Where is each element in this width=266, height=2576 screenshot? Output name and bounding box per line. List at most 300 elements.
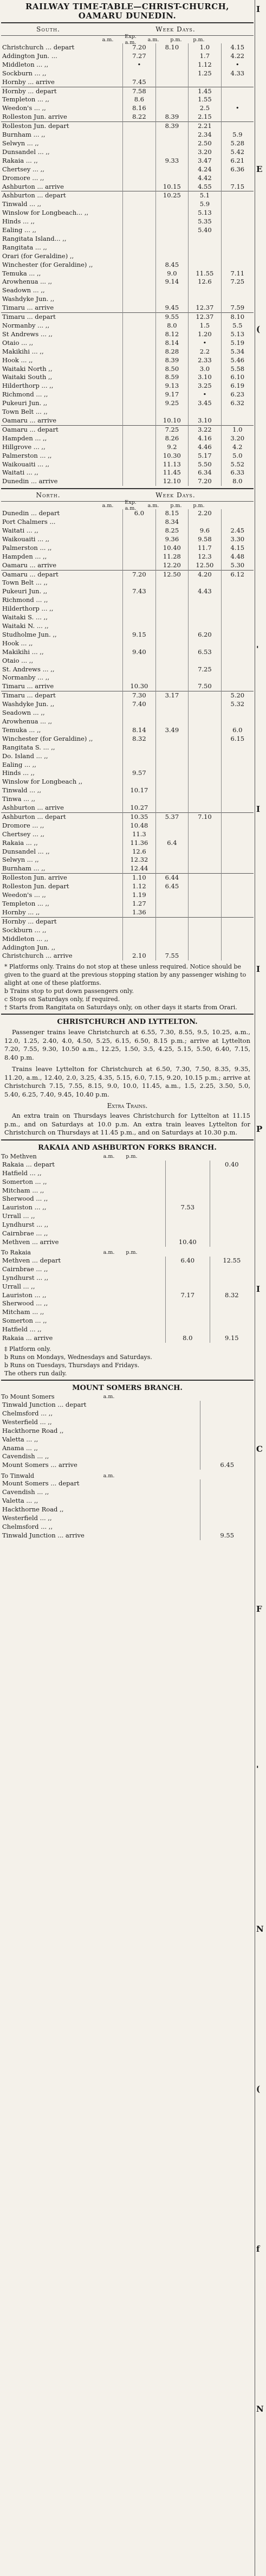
departure-time [189,700,222,709]
station-name: Ashburton ... depart [1,812,123,821]
station-name: Makikihi ... ,, [2,648,44,656]
departure-time: 7.17 [165,1291,210,1300]
departure-time [189,657,222,665]
timetable-row [1,165,254,174]
departure-time: 8.10 [221,313,254,322]
departure-time [123,399,156,408]
departure-time: 12.37 [189,313,222,322]
timetable-row [1,1169,254,1178]
departure-time [155,95,189,104]
lyttelton-paragraph: Trains leave Lyttelton for Christchurch at 6.50, 7.30, 7.50, 8.35, 9.35, 11.20, a.m., 12.40, 2.0, 3.25, 4.35, 5.15, 6.0, 7.15, 9.20, 10.15 p.m.; arrive at Christchurch 7.15, 7.55, 8.15, 9.0, 10.0, 11.45, a.m., 1.5, 2.25, 3.50, 5.0, 5.40, 6.25, 7.40, 9.45, 10.40 p.m. [4,1065,250,1098]
departure-time [123,148,156,157]
adjacent-column-edge [256,0,266,2576]
departure-time: 9.15 [210,1334,254,1343]
departure-time: 9.57 [123,769,156,778]
departure-time: 10.40 [165,1238,210,1247]
station-name: Dunedin ... arrive [2,477,58,485]
departure-time [155,587,189,596]
departure-time: 4.48 [221,553,254,561]
timetable-row [1,425,254,434]
departure-time: 5.35 [189,217,222,226]
timetable-row [1,416,254,425]
departure-time: 4.2 [221,443,254,452]
departure-time: 2.2 [189,348,222,356]
departure-time [221,804,254,812]
departure-time: 6.45 [200,1461,254,1470]
departure-time [155,648,189,657]
departure-time [189,605,222,613]
station-name: Valetta ... ,, [2,1435,38,1443]
departure-time [221,243,254,252]
departure-time [123,191,156,200]
to-methven-table [1,1161,254,1247]
timetable-row [1,795,254,804]
station-name: Rolleston Jun. arrive [1,874,123,882]
station-name: Oamaru ... arrive [2,416,57,424]
station-name: Hackthorne Road ,, [2,1426,64,1434]
departure-time: 8.14 [155,339,189,348]
departure-time [155,252,189,261]
departure-time [155,848,189,856]
departure-time: 1.55 [189,95,222,104]
departure-time [189,744,222,752]
departure-time: 2.5 [189,104,222,113]
departure-time: 1.27 [123,900,156,908]
departure-time [123,330,156,339]
departure-time [123,235,156,243]
departure-time [221,795,254,804]
rakaia-notes: ‡ Platform only. b Runs on Mondays, Wednesdays and Saturdays. b Runs on Tuesdays, Thursdays and Fridays. The others run daily. [4,1345,152,1377]
timetable-row [1,304,254,312]
departure-time [210,1169,254,1178]
departure-time [123,408,156,416]
timetable-row [1,1461,254,1470]
timetable-title: RAILWAY TIME-TABLE—CHRIST-CHURCH, OAMARU DUNEDIN. [25,2,230,21]
departure-time: 10.30 [155,452,189,460]
departure-time: 6.40 [165,1257,210,1265]
departure-time: 1.7 [189,52,222,61]
timetable-row [1,579,254,587]
departure-time: 5.9 [189,200,222,209]
station-name: Cairnbrae ... ,, [2,1229,48,1238]
timetable-row [1,235,254,243]
departure-time [155,131,189,139]
timetable-row [1,87,254,95]
departure-time: 10.30 [123,682,156,691]
station-name: Burnham ... ,, [2,131,46,139]
station-name: Do. Island ... ,, [2,752,48,760]
departure-time [123,261,156,270]
timetable-row [1,390,254,399]
departure-time [210,1203,254,1212]
timetable-row [1,1161,254,1169]
departure-time: 10.27 [123,804,156,812]
departure-time [189,874,222,882]
timetable-row [1,908,254,917]
station-name: Rakaia ... depart [2,1160,55,1168]
departure-time [200,1409,254,1418]
departure-time [123,744,156,752]
departure-time [221,682,254,691]
departure-time: 4.15 [221,43,254,52]
station-name: Weedon's ... ,, [2,104,46,112]
departure-time [189,717,222,726]
departure-time [123,390,156,399]
departure-time [189,761,222,770]
station-name: Weedon's ... ,, [2,891,46,899]
departure-time [200,1514,254,1523]
station-name: Richmond ... ,, [2,390,48,399]
departure-time: 8.16 [123,104,156,113]
departure-time [189,856,222,864]
departure-time [189,78,222,87]
departure-time [221,226,254,235]
departure-time: 2.10 [123,952,156,960]
departure-time [155,622,189,631]
departure-time: 12.50 [189,561,222,570]
timetable-row [1,761,254,770]
departure-time [221,657,254,665]
station-name: Timaru ... arrive [2,682,54,690]
timetable-row [1,535,254,544]
timetable-row [1,1195,254,1203]
departure-time: 11.28 [155,553,189,561]
departure-time: 1.20 [189,330,222,339]
station-name: Lauriston ... ,, [2,1291,47,1299]
departure-time: 5.28 [221,139,254,148]
departure-time: 10.25 [155,191,189,200]
departure-time [221,917,254,926]
departure-time [123,243,156,252]
timetable-row [1,926,254,935]
station-name: Tinwald Junction ... arrive [2,1531,85,1539]
departure-time [189,900,222,908]
station-name: Valetta ... ,, [2,1497,38,1505]
timetable-row [1,527,254,535]
departure-time [165,1178,210,1187]
south-route-label: South. [36,25,60,33]
departure-time [123,917,156,926]
edge-glyph: I [256,964,261,974]
timetable-row [1,1212,254,1221]
station-name: Temuka ... ,, [2,726,41,734]
station-name: Selwyn ... ,, [2,856,39,864]
timetable-row [1,812,254,821]
departure-time [221,786,254,795]
departure-time [189,735,222,744]
departure-time: 4.55 [189,183,222,191]
station-name: Ealing ... ,, [2,226,36,234]
departure-time: 3.47 [189,157,222,165]
departure-time [221,174,254,183]
to-tinwald-table [1,1479,254,1540]
timetable-row [1,700,254,709]
departure-time: 7.53 [165,1203,210,1212]
station-name: Mount Somers ... depart [2,1479,80,1488]
departure-time [123,139,156,148]
station-name: Sockburn ... ,, [2,69,47,77]
station-name: Otaio ... ,, [2,656,34,664]
departure-time [189,408,222,416]
departure-time: 4.15 [221,544,254,553]
departure-time [165,1274,210,1283]
departure-time [221,848,254,856]
timetable-row [1,286,254,295]
timetable-row [1,874,254,882]
departure-time [189,252,222,261]
departure-time: 11.7 [189,544,222,553]
station-name: Mitcham ... ,, [2,1308,44,1316]
departure-time [221,812,254,821]
timetable-row [1,570,254,579]
departure-time [123,434,156,443]
departure-time [221,891,254,900]
departure-time: 4.22 [221,52,254,61]
departure-time [189,917,222,926]
departure-time [221,874,254,882]
departure-time: 8.34 [155,518,189,527]
departure-time [221,674,254,682]
departure-time [155,52,189,61]
station-name: Hilderthorp ... ,, [2,382,54,390]
departure-time [210,1299,254,1308]
station-name: Hornby ... depart [1,87,123,95]
departure-time [155,786,189,795]
timetable-row [1,278,254,286]
departure-time [221,631,254,639]
departure-time [165,1265,210,1274]
departure-time: 4.20 [189,570,222,579]
departure-time [155,165,189,174]
departure-time [221,752,254,761]
departure-time [200,1418,254,1427]
departure-time [165,1195,210,1203]
departure-time: 8.22 [123,113,156,121]
departure-time: 6.53 [189,648,222,657]
departure-time [155,700,189,709]
departure-time [123,157,156,165]
departure-time [221,217,254,226]
station-name: Oamaru ... arrive [2,561,57,569]
timetable-row [1,191,254,200]
departure-time [155,778,189,786]
footnotes [0,960,255,1014]
footnote: * Platforms only. Trains do not stop at these unless required. Notice should be given to the guard at the previous stopping station by any passenger wishing to alight at one of these platforms. [4,963,246,987]
station-name: Hornby ... arrive [2,78,55,86]
station-name: Burnham ... ,, [2,864,46,873]
departure-time [221,830,254,839]
departure-time: 6.33 [221,469,254,477]
departure-time: 9.40 [123,648,156,657]
departure-time: 5.32 [221,700,254,709]
timetable-row [1,348,254,356]
edge-glyph: I [256,1284,261,1294]
station-name: Rangitata S. ... ,, [2,743,55,751]
timetable-row [1,1229,254,1238]
departure-time [155,605,189,613]
timetable-row [1,631,254,639]
departure-time [221,856,254,864]
departure-time [123,174,156,183]
departure-time [221,908,254,917]
departure-time [155,217,189,226]
departure-time: 10.35 [123,812,156,821]
departure-time [155,830,189,839]
timetable-row [1,122,254,131]
departure-time: 12.44 [123,864,156,873]
station-name: Hornby ... depart [1,917,123,926]
timetable-row [1,856,254,864]
departure-time: 8.59 [155,373,189,382]
departure-time [210,1212,254,1221]
departure-time [155,408,189,416]
timetable-row [1,735,254,744]
timetable-row [1,1291,254,1300]
departure-time [155,174,189,183]
departure-time [221,87,254,95]
timetable-row [1,752,254,761]
departure-time: 9.36 [155,535,189,544]
timetable-row [1,613,254,622]
timetable-row [1,882,254,891]
departure-time [155,104,189,113]
departure-time: 7.25 [189,665,222,674]
departure-time [165,1325,210,1334]
timetable-row [1,1436,254,1444]
departure-time [221,605,254,613]
departure-time: 5.58 [221,365,254,374]
departure-time [123,469,156,477]
departure-time [123,339,156,348]
departure-time [189,613,222,622]
timetable-row [1,935,254,944]
departure-time: 5.5 [221,322,254,330]
departure-time [189,882,222,891]
departure-time [123,665,156,674]
departure-time: 10.15 [155,183,189,191]
to-mount-somers-label: To Mount Somers [1,1393,55,1401]
departure-time: 8.26 [155,434,189,443]
departure-time: 12.10 [155,477,189,486]
timetable-row [1,1479,254,1488]
departure-time [210,1238,254,1247]
departure-time: 7.50 [189,682,222,691]
departure-time: 7.20 [123,570,156,579]
station-name: Arowhenua ... ,, [2,278,53,286]
departure-time [221,761,254,770]
station-name: Ashburton ... arrive [2,182,64,190]
departure-time [165,1308,210,1317]
departure-time [221,900,254,908]
departure-time [221,209,254,217]
departure-time [221,864,254,873]
departure-time [155,744,189,752]
departure-time: 3.22 [189,425,222,434]
departure-time [221,252,254,261]
departure-time: 7.11 [221,270,254,278]
departure-time [155,682,189,691]
timetable-row [1,830,254,839]
timetable-row [1,864,254,873]
station-name: Rolleston Jun. arrive [2,113,67,121]
departure-time: 6.4 [155,839,189,848]
timetable-row [1,561,254,570]
departure-time [221,587,254,596]
departure-time [189,926,222,935]
departure-time [221,518,254,527]
departure-time [155,674,189,682]
departure-time: 9.55 [155,313,189,322]
station-name: Cavendish ... ,, [2,1488,49,1496]
departure-time [155,139,189,148]
departure-time [221,839,254,848]
departure-time: 5.20 [221,691,254,700]
departure-time [123,209,156,217]
departure-time [221,286,254,295]
station-name: Normanby ... ,, [2,674,50,682]
departure-time: 1.19 [123,891,156,900]
departure-time [189,579,222,587]
departure-time [155,804,189,812]
station-name: Timaru ... depart [1,313,123,322]
station-name: Arowhenua ... ,, [2,717,53,725]
departure-time [155,891,189,900]
edge-glyph: P [256,1124,263,1134]
timetable-row [1,434,254,443]
departure-time: 8.28 [155,348,189,356]
edge-glyph: I [256,4,261,14]
departure-time [123,527,156,535]
departure-time [165,1229,210,1238]
departure-time: 6.10 [221,373,254,382]
north-timetable [1,509,254,960]
station-name: Selwyn ... ,, [2,139,39,147]
north-subheader: a.m. Exp. a.m. a.m. p.m. p.m. [102,499,205,512]
departure-time: 9.6 [189,527,222,535]
departure-time: • [189,339,222,348]
departure-time [210,1221,254,1229]
departure-time: 4.42 [189,174,222,183]
departure-time [189,891,222,900]
departure-time [123,382,156,390]
departure-time: 3.49 [155,726,189,735]
station-name: Anama ... ,, [2,1444,38,1452]
timetable-row [1,356,254,365]
timetable-row [1,1283,254,1291]
departure-time: 5.19 [221,339,254,348]
timetable-row [1,917,254,926]
timetable-row [1,460,254,469]
departure-time [155,717,189,726]
extra-trains-heading: Extra Trains. [107,1102,148,1110]
departure-time: 11.36 [123,839,156,848]
departure-time [155,822,189,830]
departure-time: 5.42 [221,148,254,157]
timetable-row [1,891,254,900]
timetable-row [1,69,254,78]
timetable-row [1,1317,254,1325]
station-name: Sherwood ... ,, [2,1195,48,1203]
departure-time [123,217,156,226]
departure-time [200,1452,254,1461]
departure-time [155,864,189,873]
departure-time [189,786,222,795]
departure-time [123,477,156,486]
station-name: Temuka ... ,, [2,269,41,277]
departure-time [123,416,156,425]
station-name: Mitcham ... ,, [2,1186,44,1194]
station-name: Waitaki S. ... ,, [2,613,48,621]
